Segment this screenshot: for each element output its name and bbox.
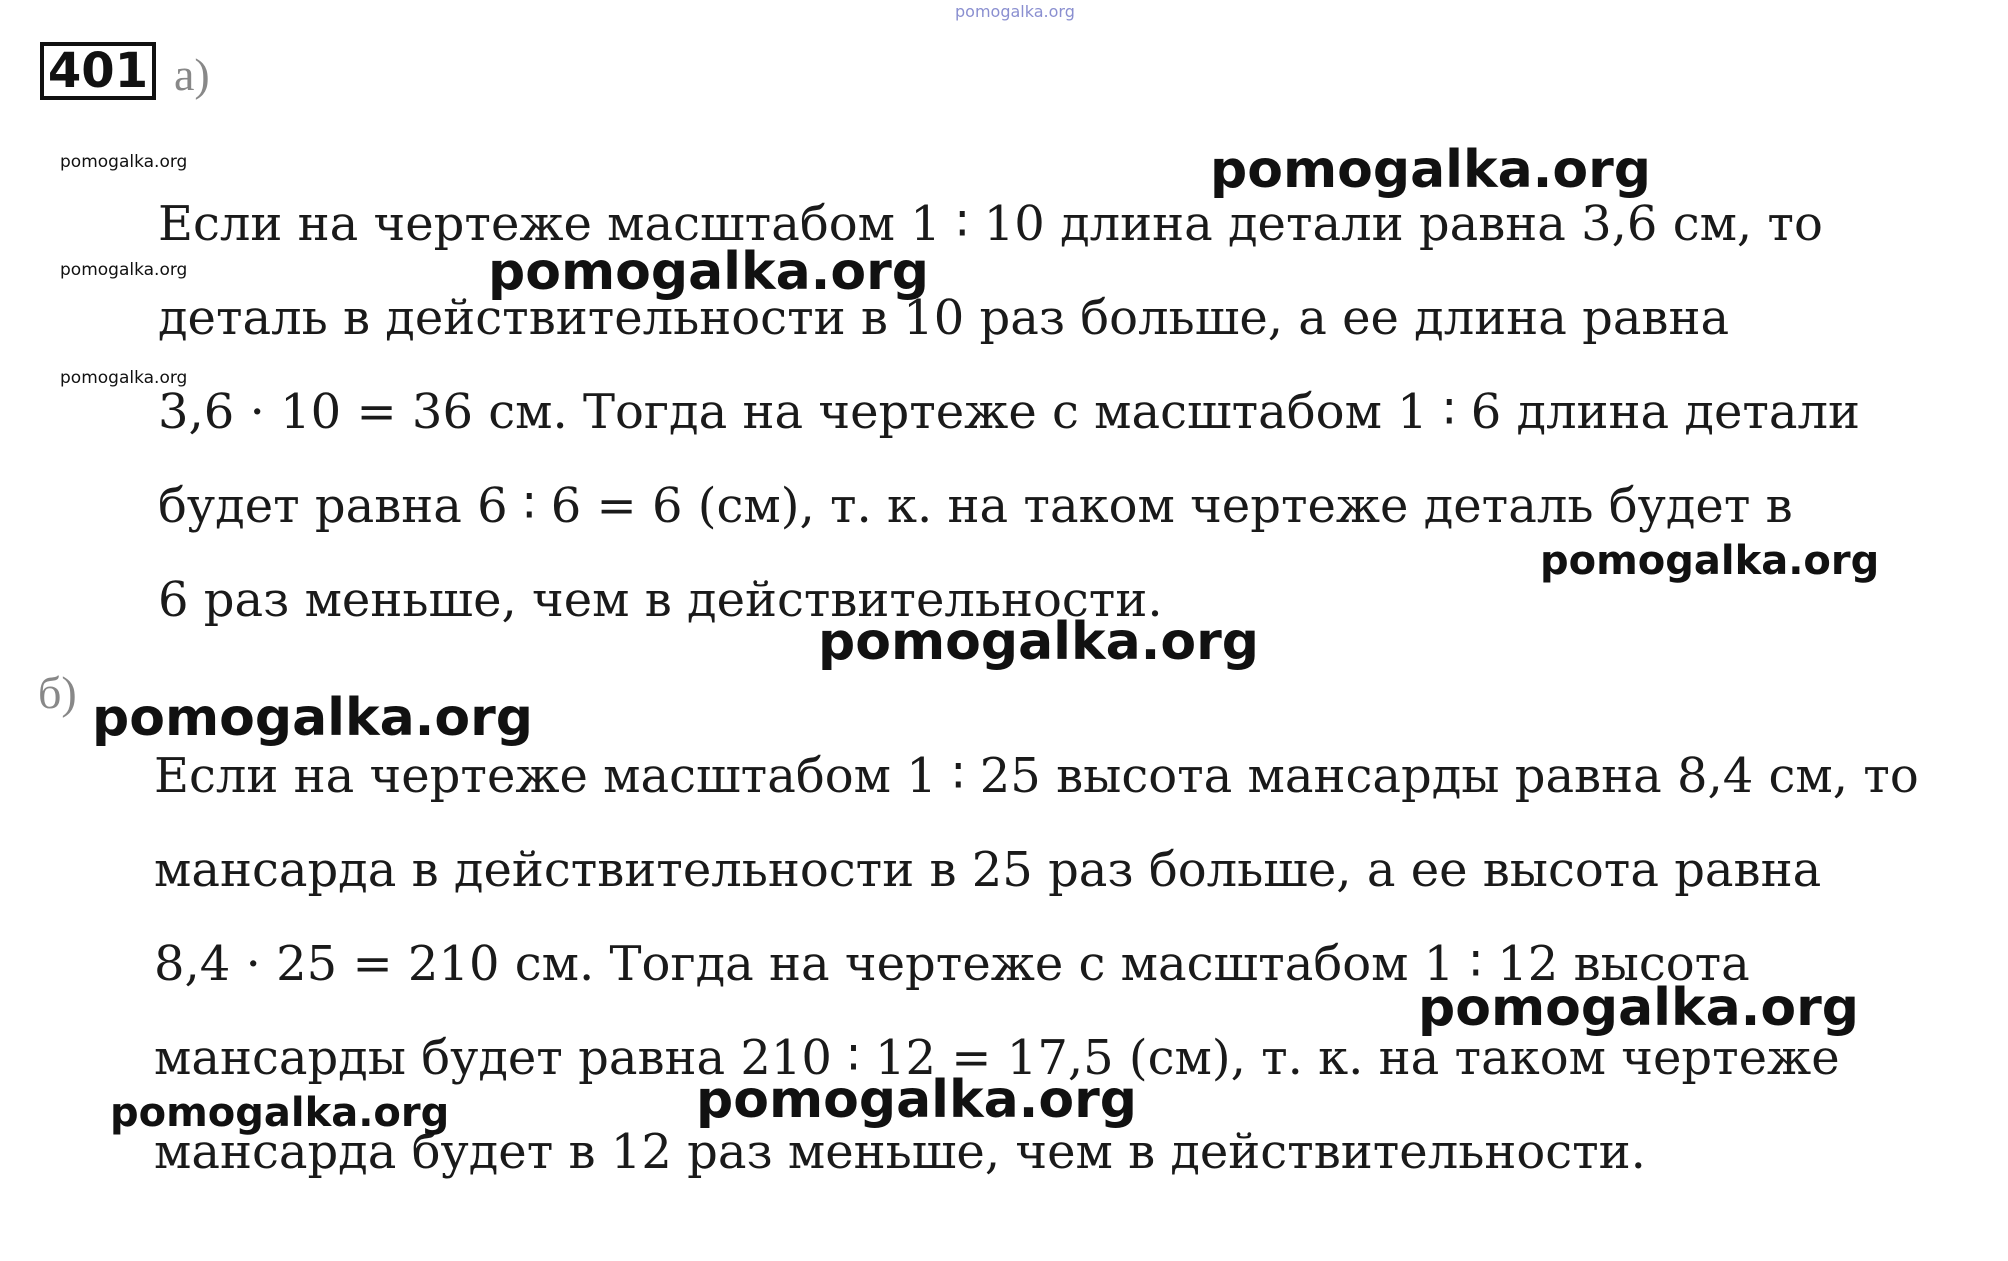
watermark-small-1: pomogalka.org — [60, 152, 188, 172]
part-a-line-5: 6 раз меньше, чем в действительности. — [158, 572, 1163, 628]
part-b-line-2: мансарда в действительности в 25 раз больше, а ее высота равна — [154, 842, 1822, 898]
part-b-line-3: 8,4 · 25 = 210 см. Тогда на чертеже с масштабом 1 ∶ 12 высота — [154, 936, 1750, 992]
part-b-line-4: мансарды будет равна 210 ∶ 12 = 17,5 (см), т. к. на таком чертеже — [154, 1030, 1840, 1086]
part-a-label: а) — [174, 49, 210, 100]
watermark-small-3: pomogalka.org — [60, 368, 188, 388]
watermark-medium-2: pomogalka.org — [110, 1090, 450, 1136]
part-b-label: б) — [38, 667, 77, 718]
watermark-large-3: pomogalka.org — [818, 612, 1260, 672]
part-a-line-2: деталь в действительности в 10 раз больше, а ее длина равна — [158, 290, 1730, 346]
part-a-line-4: будет равна 6 ∶ 6 = 6 (см), т. к. на таком чертеже деталь будет в — [158, 478, 1793, 534]
watermark-medium-1: pomogalka.org — [1540, 538, 1880, 584]
watermark-large-4: pomogalka.org — [92, 688, 534, 748]
part-a-line-1: Если на чертеже масштабом 1 ∶ 10 длина детали равна 3,6 см, то — [158, 196, 1823, 252]
part-a-line-3: 3,6 · 10 = 36 см. Тогда на чертеже с масштабом 1 ∶ 6 длина детали — [158, 384, 1861, 440]
watermark-small-2: pomogalka.org — [60, 260, 188, 280]
watermark-large-2: pomogalka.org — [488, 242, 930, 302]
part-b-line-1: Если на чертеже масштабом 1 ∶ 25 высота мансарды равна 8,4 см, то — [154, 748, 1919, 804]
watermark-large-1: pomogalka.org — [1210, 140, 1652, 200]
watermark-large-6: pomogalka.org — [696, 1070, 1138, 1130]
watermark-large-5: pomogalka.org — [1418, 978, 1860, 1038]
watermark-top: pomogalka.org — [955, 2, 1075, 21]
problem-number-box: 401 — [40, 42, 156, 100]
part-b-line-5: мансарда будет в 12 раз меньше, чем в действительности. — [154, 1124, 1646, 1180]
